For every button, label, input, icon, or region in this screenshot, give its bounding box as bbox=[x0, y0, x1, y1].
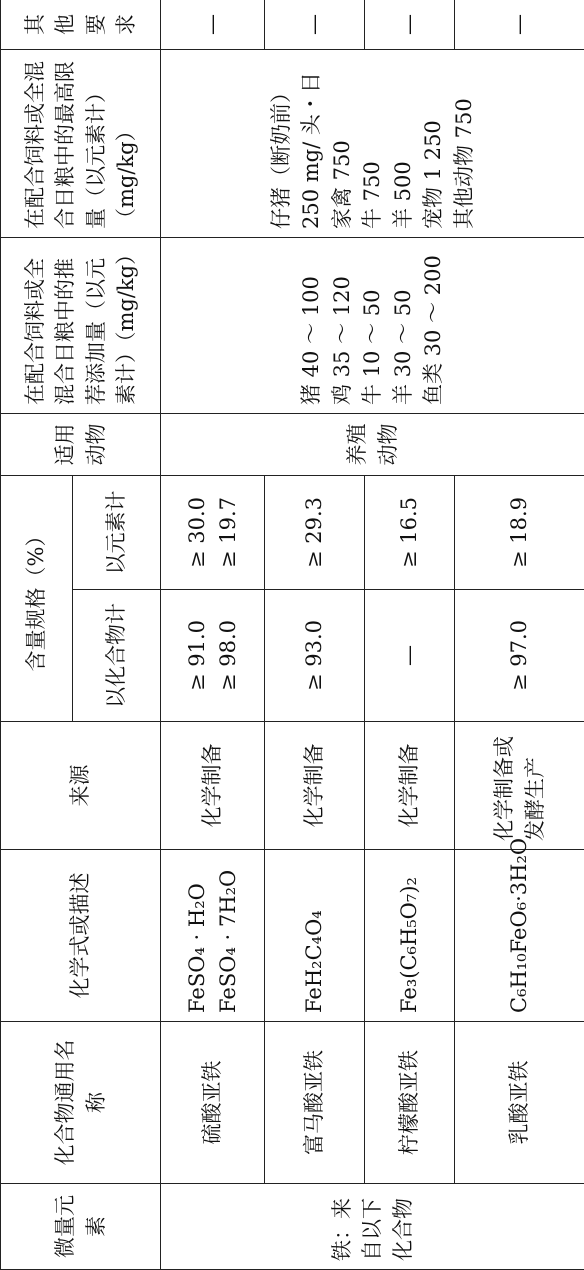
content-by-compound: ≥ 97.0 bbox=[455, 590, 584, 722]
source: 化学制备或发酵生产 bbox=[455, 722, 584, 850]
formula-cell bbox=[455, 837, 584, 1022]
content-by-compound: ≥ 91.0 ≥ 98.0 bbox=[161, 590, 265, 722]
max-limit-line: 仔猪（断奶前） bbox=[268, 82, 293, 229]
compound-name: 柠檬酸亚铁 bbox=[365, 1022, 455, 1184]
header-by-compound: 以化合物计 bbox=[73, 590, 161, 722]
recommended-line: 牛 10 ～ 50 bbox=[360, 289, 385, 405]
recommended-line: 羊 30 ～ 50 bbox=[390, 289, 415, 405]
header-animals: 适用动物 bbox=[1, 414, 161, 476]
header-max-limit: 在配合饲料或全混合日粮中的最高限量（以元素计）（mg/kg） bbox=[1, 50, 161, 238]
other-requirements: — bbox=[161, 0, 265, 50]
max-limit-line: 宠物 1 250 bbox=[421, 120, 446, 229]
content-by-element: ≥ 29.3 bbox=[265, 476, 365, 590]
content-by-element: ≥ 30.0 ≥ 19.7 bbox=[161, 476, 265, 590]
header-content-spec: 含量规格（%） bbox=[1, 476, 73, 722]
max-limit-line: 其他动物 750 bbox=[451, 98, 476, 229]
formula-cell bbox=[365, 850, 455, 1022]
other-requirements: — bbox=[455, 0, 584, 50]
other-requirements: — bbox=[365, 0, 455, 50]
element-group-label: 铁：来自以下化合物 bbox=[161, 1184, 584, 1270]
source: 化学制备 bbox=[161, 722, 265, 850]
header-source: 来源 bbox=[1, 722, 161, 850]
content-by-element: ≥ 18.9 bbox=[455, 476, 584, 590]
formula-line: FeSO₄ · 7H₂O bbox=[215, 869, 240, 1013]
recommended-line: 鱼类 30 ～ 200 bbox=[421, 255, 446, 405]
header-other: 其他要求 bbox=[1, 0, 161, 50]
formula-cell bbox=[265, 850, 365, 1022]
header-recommended: 在配合饲料或全混合日粮中的推荐添加量（以元素计）（mg/kg） bbox=[1, 238, 161, 414]
other-requirements: — bbox=[265, 0, 365, 50]
max-limit-line: 250 mg/ 头・日 bbox=[299, 72, 324, 229]
recommended-line: 鸡 35 ～ 120 bbox=[329, 276, 354, 405]
max-limit-cell bbox=[161, 50, 584, 238]
formula-line: FeH₂C₄O₄ bbox=[302, 910, 327, 1013]
compound-name: 富马酸亚铁 bbox=[265, 1022, 365, 1184]
formula-line: Fe₃(C₆H₅O₇)₂ bbox=[397, 877, 422, 1013]
table-row bbox=[161, 0, 265, 1270]
source: 化学制备 bbox=[265, 722, 365, 850]
header-element: 微量元素 bbox=[1, 1184, 161, 1270]
header-row-1 bbox=[1, 0, 73, 1270]
max-limit-line: 羊 500 bbox=[390, 161, 415, 229]
header-formula: 化学式或描述 bbox=[1, 850, 161, 1022]
recommended-dose-cell bbox=[161, 238, 584, 414]
content-by-compound: — bbox=[365, 590, 455, 722]
compound-name: 乳酸亚铁 bbox=[455, 1022, 584, 1184]
source: 化学制备 bbox=[365, 722, 455, 850]
max-limit-line: 家禽 750 bbox=[329, 140, 354, 229]
header-by-element: 以元素计 bbox=[73, 476, 161, 590]
content-by-element: ≥ 16.5 bbox=[365, 476, 455, 590]
applicable-animals: 养殖动物 bbox=[161, 414, 584, 476]
max-limit-line: 牛 750 bbox=[360, 161, 385, 229]
compound-name: 硫酸亚铁 bbox=[161, 1022, 265, 1184]
formula-line: C₆H₁₀FeO₆·3H₂O bbox=[507, 837, 532, 1013]
recommended-line: 猪 40 ～ 100 bbox=[299, 276, 324, 405]
formula-line: FeSO₄ · H₂O bbox=[185, 883, 210, 1013]
header-compound-name: 化合物通用名称 bbox=[1, 1022, 161, 1184]
content-by-compound: ≥ 93.0 bbox=[265, 590, 365, 722]
formula-cell bbox=[161, 850, 265, 1022]
